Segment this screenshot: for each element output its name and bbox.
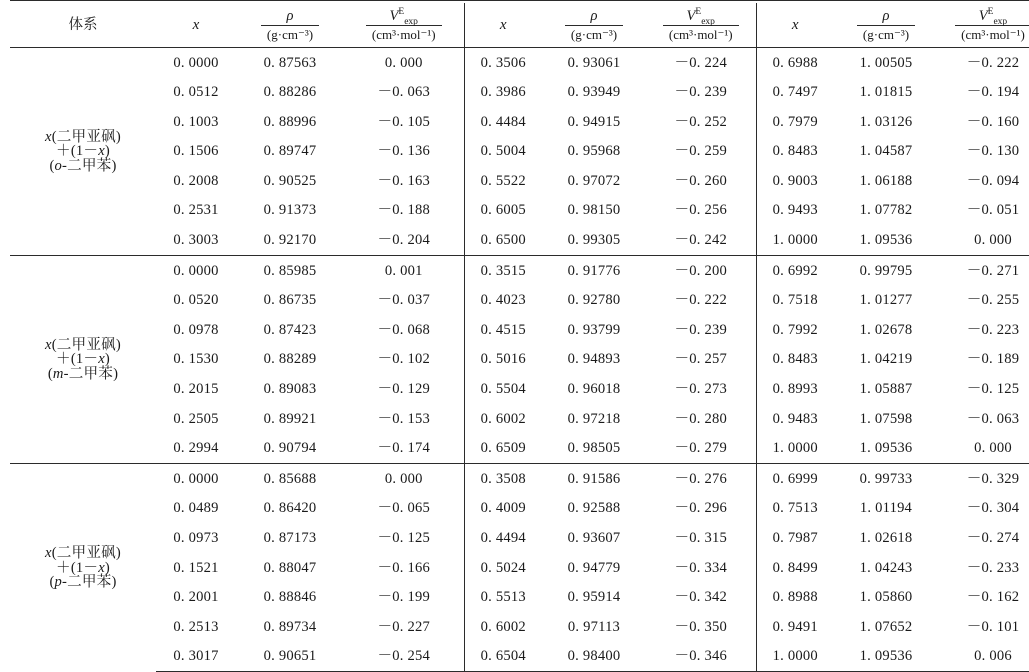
header-x: x xyxy=(499,16,507,33)
cell-x-3: 0. 8988 xyxy=(756,583,834,613)
cell-rho-2: 0. 94779 xyxy=(567,559,621,576)
cell-rho-2: 0. 91776 xyxy=(542,256,646,286)
cell-ve-3: －0. 255 xyxy=(966,292,1020,309)
cell-rho-1: 0. 89921 xyxy=(263,410,317,427)
cell-ve-2: －0. 252 xyxy=(674,113,727,130)
cell-ve-3: －0. 222 xyxy=(966,54,1020,71)
cell-rho-1: 0. 90651 xyxy=(236,642,344,672)
cell-ve-1: 0. 000 xyxy=(384,54,423,71)
system-line: ＋(1－x) xyxy=(56,559,110,576)
system-line: x(二甲亚砜) xyxy=(45,545,121,562)
cell-x-2: 0. 6500 xyxy=(464,226,542,256)
header-rho-2 xyxy=(542,3,646,48)
cell-ve-2: －0. 276 xyxy=(646,464,756,494)
cell-ve-1: －0. 204 xyxy=(377,232,430,249)
cell-ve-2: －0. 224 xyxy=(674,54,727,71)
cell-rho-2: 0. 94893 xyxy=(567,351,621,368)
cell-x-2: 0. 5513 xyxy=(464,583,542,613)
table-row xyxy=(10,612,1029,642)
cell-ve-2: －0. 259 xyxy=(674,143,727,160)
cell-ve-2: －0. 279 xyxy=(674,440,727,457)
cell-x-3: 0. 7497 xyxy=(756,78,834,108)
cell-x-1: 0. 1506 xyxy=(173,143,219,160)
unit-fraction xyxy=(366,8,442,43)
cell-rho-2: 0. 93061 xyxy=(567,54,621,71)
cell-rho-3: 1. 04243 xyxy=(859,559,913,576)
cell-rho-2: 0. 94915 xyxy=(567,113,621,130)
cell-ve-2: －0. 346 xyxy=(646,642,756,672)
cell-x-3: 1. 0000 xyxy=(756,642,834,672)
cell-x-1: 0. 0512 xyxy=(173,84,219,101)
cell-rho-1: 0. 88047 xyxy=(263,559,317,576)
cell-rho-3: 1. 01194 xyxy=(859,500,913,517)
unit-numerator: $V^E_{exp}$ xyxy=(663,8,739,26)
cell-x-2: 0. 4484 xyxy=(464,107,542,137)
cell-x-3: 0. 6999 xyxy=(756,464,834,494)
cell-x-1: 0. 0520 xyxy=(173,292,219,309)
system-line: (m-二甲苯) xyxy=(47,366,119,383)
cell-x-3: 0. 8483 xyxy=(756,137,834,167)
table-row xyxy=(10,226,1029,256)
cell-x-2: 0. 4515 xyxy=(464,315,542,345)
cell-ve-1: －0. 188 xyxy=(377,202,430,219)
cell-rho-2: 0. 93607 xyxy=(567,530,621,546)
cell-x-1: 0. 2008 xyxy=(173,172,219,189)
cell-x-2: 0. 6005 xyxy=(464,196,542,226)
table-row xyxy=(10,166,1029,196)
cell-rho-1: 0. 88996 xyxy=(263,113,317,130)
cell-ve-2: －0. 200 xyxy=(646,256,756,286)
cell-rho-3: 1. 05860 xyxy=(859,589,913,606)
unit-denominator: (g·cm⁻³) xyxy=(266,26,314,42)
cell-ve-1: 0. 000 xyxy=(344,464,464,494)
system-line: x(二甲亚砜) xyxy=(45,336,121,353)
table-row xyxy=(10,345,1029,375)
cell-rho-3: 1. 04587 xyxy=(859,143,913,160)
table-row xyxy=(10,107,1029,137)
cell-x-1: 0. 2015 xyxy=(173,381,219,398)
cell-ve-2: －0. 315 xyxy=(674,530,727,546)
cell-x-3: 0. 6988 xyxy=(756,48,834,78)
cell-x-1: 0. 0978 xyxy=(173,321,219,338)
cell-rho-2: 0. 95968 xyxy=(567,143,621,160)
cell-ve-1: －0. 037 xyxy=(377,292,430,309)
cell-rho-3: 1. 01277 xyxy=(859,292,913,309)
cell-ve-2: －0. 350 xyxy=(674,618,727,635)
cell-ve-1: －0. 166 xyxy=(377,559,430,576)
cell-x-2: 0. 5024 xyxy=(464,553,542,583)
cell-x-1: 0. 2994 xyxy=(173,440,219,457)
cell-rho-1: 0. 91373 xyxy=(263,202,317,219)
header-x: x xyxy=(791,16,799,33)
cell-ve-1: －0. 065 xyxy=(377,500,430,517)
cell-rho-2: 0. 97113 xyxy=(567,618,621,635)
cell-ve-2: －0. 273 xyxy=(674,381,727,398)
unit-numerator: ρ xyxy=(857,8,915,26)
cell-rho-2: 0. 95914 xyxy=(567,589,621,606)
cell-rho-2: 0. 99305 xyxy=(567,232,621,249)
cell-rho-2: 0. 96018 xyxy=(567,381,621,398)
table-row xyxy=(10,464,1029,494)
header-x-2 xyxy=(464,3,542,48)
cell-x-1: 0. 2513 xyxy=(173,618,219,635)
unit-fraction xyxy=(261,8,319,43)
table-row xyxy=(10,137,1029,167)
cell-ve-1: －0. 227 xyxy=(377,618,430,635)
table-row xyxy=(10,524,1029,554)
cell-rho-1: 0. 90794 xyxy=(263,440,317,457)
header-x: x xyxy=(192,16,200,33)
table-row xyxy=(10,315,1029,345)
cell-rho-1: 0. 89083 xyxy=(263,381,317,398)
cell-ve-1: －0. 174 xyxy=(377,440,430,457)
cell-ve-2: －0. 257 xyxy=(674,351,727,368)
cell-ve-3: －0. 274 xyxy=(966,530,1020,546)
cell-ve-3: －0. 162 xyxy=(966,589,1020,606)
cell-ve-3: －0. 233 xyxy=(966,559,1020,576)
header-system: 体系 xyxy=(10,3,156,48)
unit-denominator: (g·cm⁻³) xyxy=(862,26,910,42)
table-row xyxy=(10,642,1029,672)
cell-ve-3: －0. 223 xyxy=(966,321,1020,338)
cell-ve-3: －0. 101 xyxy=(966,618,1020,635)
cell-rho-3: 1. 07598 xyxy=(859,410,913,427)
cell-ve-2: －0. 256 xyxy=(674,202,727,219)
cell-rho-3: 1. 09536 xyxy=(834,642,938,672)
unit-numerator: ρ xyxy=(261,8,319,26)
cell-x-2: 0. 5504 xyxy=(464,375,542,405)
cell-rho-2: 0. 92780 xyxy=(567,292,621,309)
cell-ve-1: －0. 129 xyxy=(377,381,430,398)
cell-rho-1: 0. 85985 xyxy=(236,256,344,286)
cell-x-3: 1. 0000 xyxy=(756,226,834,256)
table-row xyxy=(10,286,1029,316)
cell-x-2: 0. 3506 xyxy=(464,48,542,78)
cell-x-2: 0. 5522 xyxy=(464,166,542,196)
cell-x-3: 0. 7979 xyxy=(756,107,834,137)
cell-rho-2: 0. 91586 xyxy=(542,464,646,494)
cell-rho-1: 0. 86420 xyxy=(263,500,317,517)
header-ve-2 xyxy=(646,3,756,48)
cell-x-3: 0. 9483 xyxy=(756,404,834,434)
cell-x-1: 0. 0973 xyxy=(173,530,219,546)
cell-rho-3: 1. 07782 xyxy=(859,202,913,219)
cell-rho-1: 0. 92170 xyxy=(263,232,317,249)
cell-x-1: 0. 1530 xyxy=(173,351,219,368)
cell-x-1: 0. 0000 xyxy=(156,256,236,286)
cell-rho-1: 0. 87173 xyxy=(263,530,317,546)
unit-fraction xyxy=(565,8,623,43)
unit-fraction xyxy=(857,8,915,43)
header-ve-3 xyxy=(938,3,1029,48)
cell-rho-3: 1. 09536 xyxy=(859,232,913,249)
cell-rho-1: 0. 87423 xyxy=(263,321,317,338)
cell-x-2: 0. 5016 xyxy=(464,345,542,375)
cell-x-1: 0. 0000 xyxy=(156,464,236,494)
unit-numerator: ρ xyxy=(565,8,623,26)
cell-x-2: 0. 6504 xyxy=(464,642,542,672)
cell-rho-1: 0. 89734 xyxy=(263,618,317,635)
cell-x-3: 0. 8499 xyxy=(756,553,834,583)
cell-ve-1: 0. 001 xyxy=(344,256,464,286)
cell-x-3: 1. 0000 xyxy=(756,434,834,464)
cell-ve-3: －0. 271 xyxy=(938,256,1029,286)
cell-ve-3: 0. 006 xyxy=(938,642,1029,672)
cell-rho-2: 0. 93949 xyxy=(567,84,621,101)
cell-rho-2: 0. 97218 xyxy=(567,410,621,427)
cell-rho-3: 1. 02678 xyxy=(859,321,913,338)
table-row xyxy=(10,196,1029,226)
cell-x-3: 0. 9491 xyxy=(756,612,834,642)
cell-ve-3: －0. 125 xyxy=(966,381,1020,398)
table-body xyxy=(10,1,1029,672)
cell-ve-3: 0. 000 xyxy=(974,440,1012,457)
cell-x-1: 0. 1003 xyxy=(173,113,219,130)
table-row xyxy=(10,583,1029,613)
cell-x-3: 0. 8993 xyxy=(756,375,834,405)
cell-x-1: 0. 2505 xyxy=(173,410,219,427)
cell-ve-3: －0. 051 xyxy=(966,202,1020,219)
cell-rho-2: 0. 97072 xyxy=(567,172,621,189)
header-ve-1 xyxy=(344,3,464,48)
cell-rho-2: 0. 98400 xyxy=(542,642,646,672)
system-line: x(二甲亚砜) xyxy=(45,128,121,145)
cell-ve-2: －0. 239 xyxy=(674,321,727,338)
cell-x-2: 0. 3515 xyxy=(464,256,542,286)
table-row xyxy=(10,404,1029,434)
system-line: (p-二甲苯) xyxy=(49,574,117,591)
cell-x-1: 0. 3003 xyxy=(173,232,219,249)
cell-ve-1: －0. 105 xyxy=(377,113,430,130)
cell-rho-3: 0. 99733 xyxy=(834,464,938,494)
cell-ve-2: －0. 342 xyxy=(674,589,727,606)
table-row xyxy=(10,256,1029,286)
cell-x-1: 0. 1521 xyxy=(173,559,219,576)
cell-x-1: 0. 3017 xyxy=(156,642,236,672)
cell-ve-3: －0. 304 xyxy=(966,500,1020,517)
unit-denominator: (cm³·mol⁻¹) xyxy=(961,26,1025,42)
cell-rho-3: 1. 02618 xyxy=(859,530,913,546)
cell-x-1: 0. 2001 xyxy=(173,589,219,606)
cell-x-1: 0. 0000 xyxy=(173,54,219,71)
unit-numerator: $V^E_{exp}$ xyxy=(955,8,1029,26)
cell-ve-2: －0. 222 xyxy=(674,292,727,309)
cell-ve-2: －0. 242 xyxy=(674,232,727,249)
cell-x-3: 0. 6992 xyxy=(756,256,834,286)
header-rho-1 xyxy=(236,3,344,48)
cell-ve-1: －0. 063 xyxy=(377,84,430,101)
cell-x-2: 0. 3508 xyxy=(464,464,542,494)
unit-fraction xyxy=(663,8,739,43)
cell-ve-1: －0. 136 xyxy=(377,143,430,160)
cell-x-2: 0. 4009 xyxy=(464,494,542,524)
cell-ve-3: －0. 094 xyxy=(966,172,1020,189)
table-row xyxy=(10,375,1029,405)
cell-rho-1: 0. 86735 xyxy=(263,292,317,309)
cell-ve-1: －0. 102 xyxy=(377,351,430,368)
table-row xyxy=(10,494,1029,524)
cell-ve-3: －0. 194 xyxy=(966,84,1020,101)
cell-rho-3: 0. 99795 xyxy=(834,256,938,286)
cell-ve-3: －0. 160 xyxy=(966,113,1020,130)
cell-ve-1: －0. 163 xyxy=(377,172,430,189)
cell-x-1: 0. 2531 xyxy=(173,202,219,219)
cell-rho-1: 0. 89747 xyxy=(263,143,317,160)
cell-x-3: 0. 9493 xyxy=(756,196,834,226)
cell-rho-3: 1. 09536 xyxy=(859,440,913,457)
cell-ve-1: －0. 153 xyxy=(377,410,430,427)
cell-ve-1: －0. 199 xyxy=(377,589,430,606)
cell-rho-2: 0. 92588 xyxy=(567,500,621,517)
cell-x-2: 0. 3986 xyxy=(464,78,542,108)
cell-rho-1: 0. 85688 xyxy=(236,464,344,494)
header-x-1 xyxy=(156,3,236,48)
cell-rho-3: 1. 01815 xyxy=(859,84,913,101)
cell-ve-2: －0. 260 xyxy=(674,172,727,189)
cell-rho-1: 0. 87563 xyxy=(263,54,317,71)
cell-x-2: 0. 5004 xyxy=(464,137,542,167)
cell-x-2: 0. 6509 xyxy=(464,434,542,464)
cell-ve-2: －0. 239 xyxy=(674,84,727,101)
cell-rho-1: 0. 88846 xyxy=(263,589,317,606)
system-label xyxy=(10,48,156,256)
header-x-3 xyxy=(756,3,834,48)
cell-rho-3: 1. 06188 xyxy=(859,172,913,189)
cell-ve-1: －0. 068 xyxy=(377,321,430,338)
cell-x-2: 0. 4023 xyxy=(464,286,542,316)
header-rho-3 xyxy=(834,3,938,48)
cell-x-3: 0. 7513 xyxy=(756,494,834,524)
system-line: (o-二甲苯) xyxy=(49,157,117,174)
cell-rho-2: 0. 98150 xyxy=(567,202,621,219)
cell-rho-2: 0. 93799 xyxy=(567,321,621,338)
cell-rho-1: 0. 90525 xyxy=(263,172,317,189)
cell-rho-3: 1. 00505 xyxy=(859,54,913,71)
cell-rho-1: 0. 88286 xyxy=(263,84,317,101)
table-row xyxy=(10,553,1029,583)
cell-ve-3: －0. 063 xyxy=(966,410,1020,427)
cell-ve-3: －0. 130 xyxy=(966,143,1020,160)
cell-ve-2: －0. 280 xyxy=(674,410,727,427)
unit-numerator: $V^E_{exp}$ xyxy=(366,8,442,26)
unit-denominator: (cm³·mol⁻¹) xyxy=(668,26,733,42)
table-header-row xyxy=(10,3,1029,48)
system-label xyxy=(10,256,156,464)
cell-rho-3: 1. 05887 xyxy=(859,381,913,398)
cell-x-2: 0. 6002 xyxy=(464,404,542,434)
cell-ve-3: －0. 189 xyxy=(966,351,1020,368)
cell-ve-2: －0. 296 xyxy=(674,500,727,517)
table-row xyxy=(10,48,1029,78)
data-table xyxy=(10,0,1029,672)
cell-x-3: 0. 9003 xyxy=(756,166,834,196)
unit-fraction xyxy=(955,8,1029,43)
cell-ve-3: 0. 000 xyxy=(974,232,1012,249)
cell-x-3: 0. 7987 xyxy=(756,524,834,554)
cell-x-2: 0. 6002 xyxy=(464,612,542,642)
table-row xyxy=(10,78,1029,108)
system-line: ＋(1－x) xyxy=(56,143,110,160)
cell-rho-3: 1. 04219 xyxy=(859,351,913,368)
cell-ve-1: －0. 125 xyxy=(377,530,430,546)
cell-rho-1: 0. 88289 xyxy=(263,351,317,368)
cell-x-3: 0. 7518 xyxy=(756,286,834,316)
table-row xyxy=(10,434,1029,464)
cell-rho-3: 1. 07652 xyxy=(859,618,913,635)
cell-x-3: 0. 7992 xyxy=(756,315,834,345)
cell-rho-2: 0. 98505 xyxy=(567,440,621,457)
cell-ve-2: －0. 334 xyxy=(674,559,727,576)
cell-rho-3: 1. 03126 xyxy=(859,113,913,130)
cell-x-3: 0. 8483 xyxy=(756,345,834,375)
cell-ve-1: －0. 254 xyxy=(344,642,464,672)
cell-ve-3: －0. 329 xyxy=(938,464,1029,494)
unit-denominator: (cm³·mol⁻¹) xyxy=(371,26,436,42)
system-label xyxy=(10,464,156,672)
unit-denominator: (g·cm⁻³) xyxy=(570,26,618,42)
cell-x-2: 0. 4494 xyxy=(464,524,542,554)
system-line: ＋(1－x) xyxy=(56,351,110,368)
cell-x-1: 0. 0489 xyxy=(173,500,219,517)
